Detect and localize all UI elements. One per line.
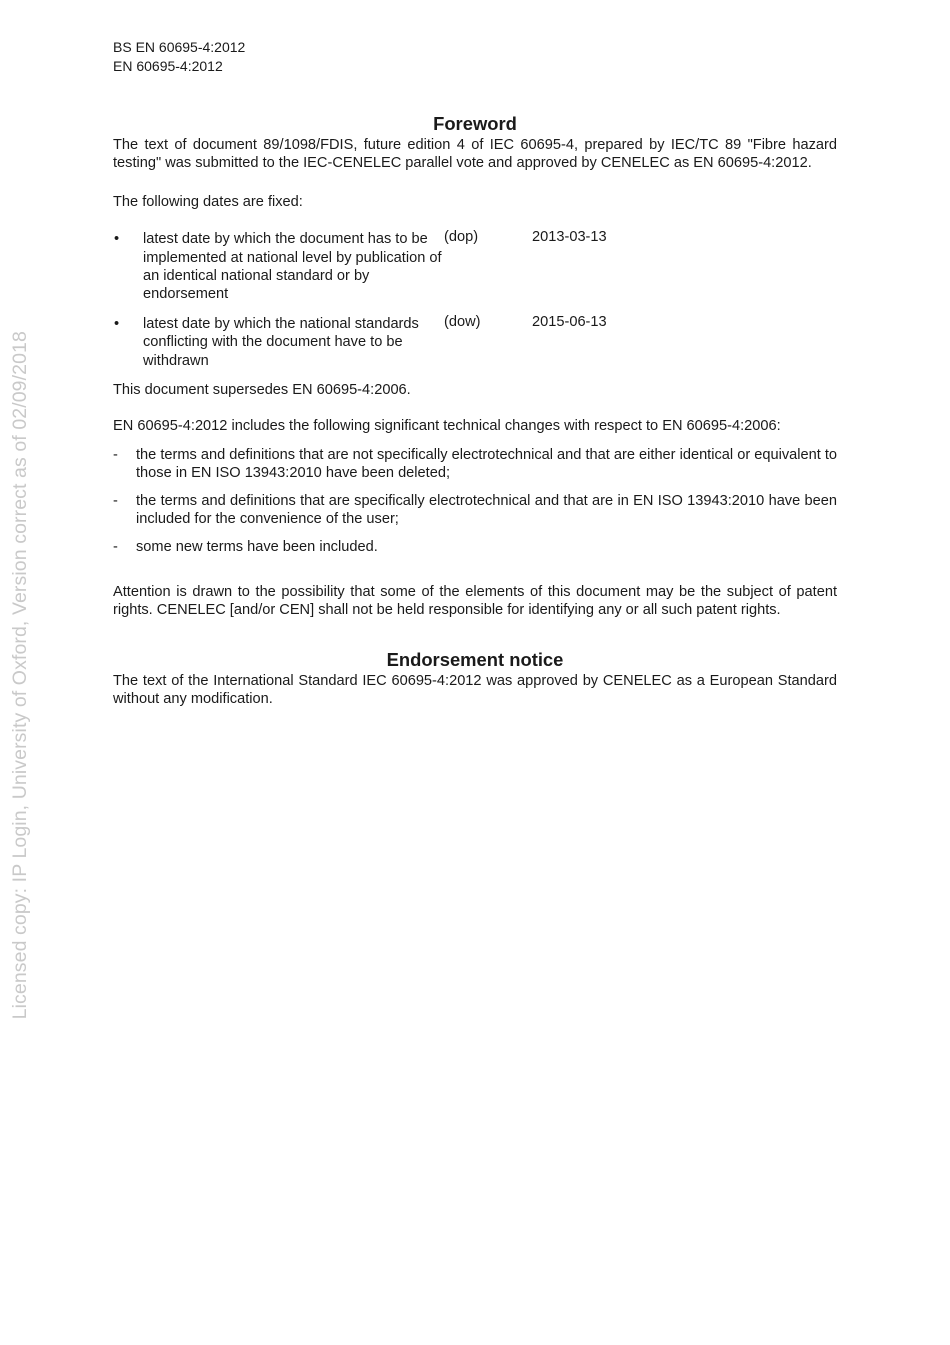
date-item-value: 2015-06-13 [532, 313, 607, 330]
date-item-description: latest date by which the document has to be implemented at national level by publication of an identical national standard or by endorsement [143, 231, 442, 303]
dates-intro-paragraph: The following dates are fixed: [113, 193, 303, 210]
date-item-dow [113, 315, 837, 370]
header-standard-bs: BS EN 60695-4:2012 [113, 39, 246, 55]
license-watermark [4, 325, 36, 1025]
date-item-code: (dop) [444, 229, 479, 246]
change-item [113, 446, 837, 483]
foreword-intro-paragraph: The text of document 89/1098/FDIS, future edition 4 of IEC 60695-4, prepared by IEC/TC 89 "Fibre hazard testing" was submitted to the IEC-CENELEC parallel vote and approved by CENELEC as EN 60695-4:2012. [113, 137, 837, 172]
bullet-icon: • [114, 231, 120, 248]
date-item-value: 2013-03-13 [532, 229, 607, 246]
supersedes-paragraph: This document supersedes EN 60695-4:2006. [113, 382, 411, 399]
fixed-dates-list [113, 230, 837, 370]
document-body [113, 112, 837, 709]
license-watermark-text: Licensed copy: IP Login, University of Oxford, Version correct as of 02/09/2018 [8, 330, 31, 1020]
patent-attention-paragraph: Attention is drawn to the possibility that some of the elements of this document may be the subject of patent rights. CENELEC [and/or CEN] shall not be held responsible for identifying any or all such patent rights. [113, 583, 837, 619]
dash-marker: - [113, 538, 118, 555]
change-item-text: some new terms have been included. [136, 538, 378, 555]
endorsement-paragraph: The text of the International Standard IEC 60695-4:2012 was approved by CENELEC as a European Standard without any modification. [113, 672, 837, 708]
dash-marker: - [113, 492, 118, 509]
date-item-code: (dow) [444, 313, 481, 330]
foreword-title: Foreword [433, 113, 517, 134]
header-standard-en: EN 60695-4:2012 [113, 58, 223, 74]
change-item [113, 538, 837, 556]
dash-marker: - [113, 446, 118, 463]
changes-intro-paragraph: EN 60695-4:2012 includes the following significant technical changes with respect to EN 60695-4:2006: [113, 418, 781, 435]
document-header [113, 38, 245, 76]
change-item-text: the terms and definitions that are specifically electrotechnical and that are in EN ISO 13943:2010 have been included for the convenience of the user; [136, 492, 837, 528]
change-item [113, 492, 837, 529]
date-item-dop [113, 230, 837, 304]
date-item-description: latest date by which the national standards conflicting with the document have to be withdrawn [143, 315, 419, 369]
technical-changes-list [113, 446, 837, 556]
bullet-icon: • [114, 315, 120, 332]
change-item-text: the terms and definitions that are not specifically electrotechnical and that are either identical or equivalent to those in EN ISO 13943:2010 have been deleted; [136, 446, 837, 482]
endorsement-title: Endorsement notice [386, 648, 564, 670]
